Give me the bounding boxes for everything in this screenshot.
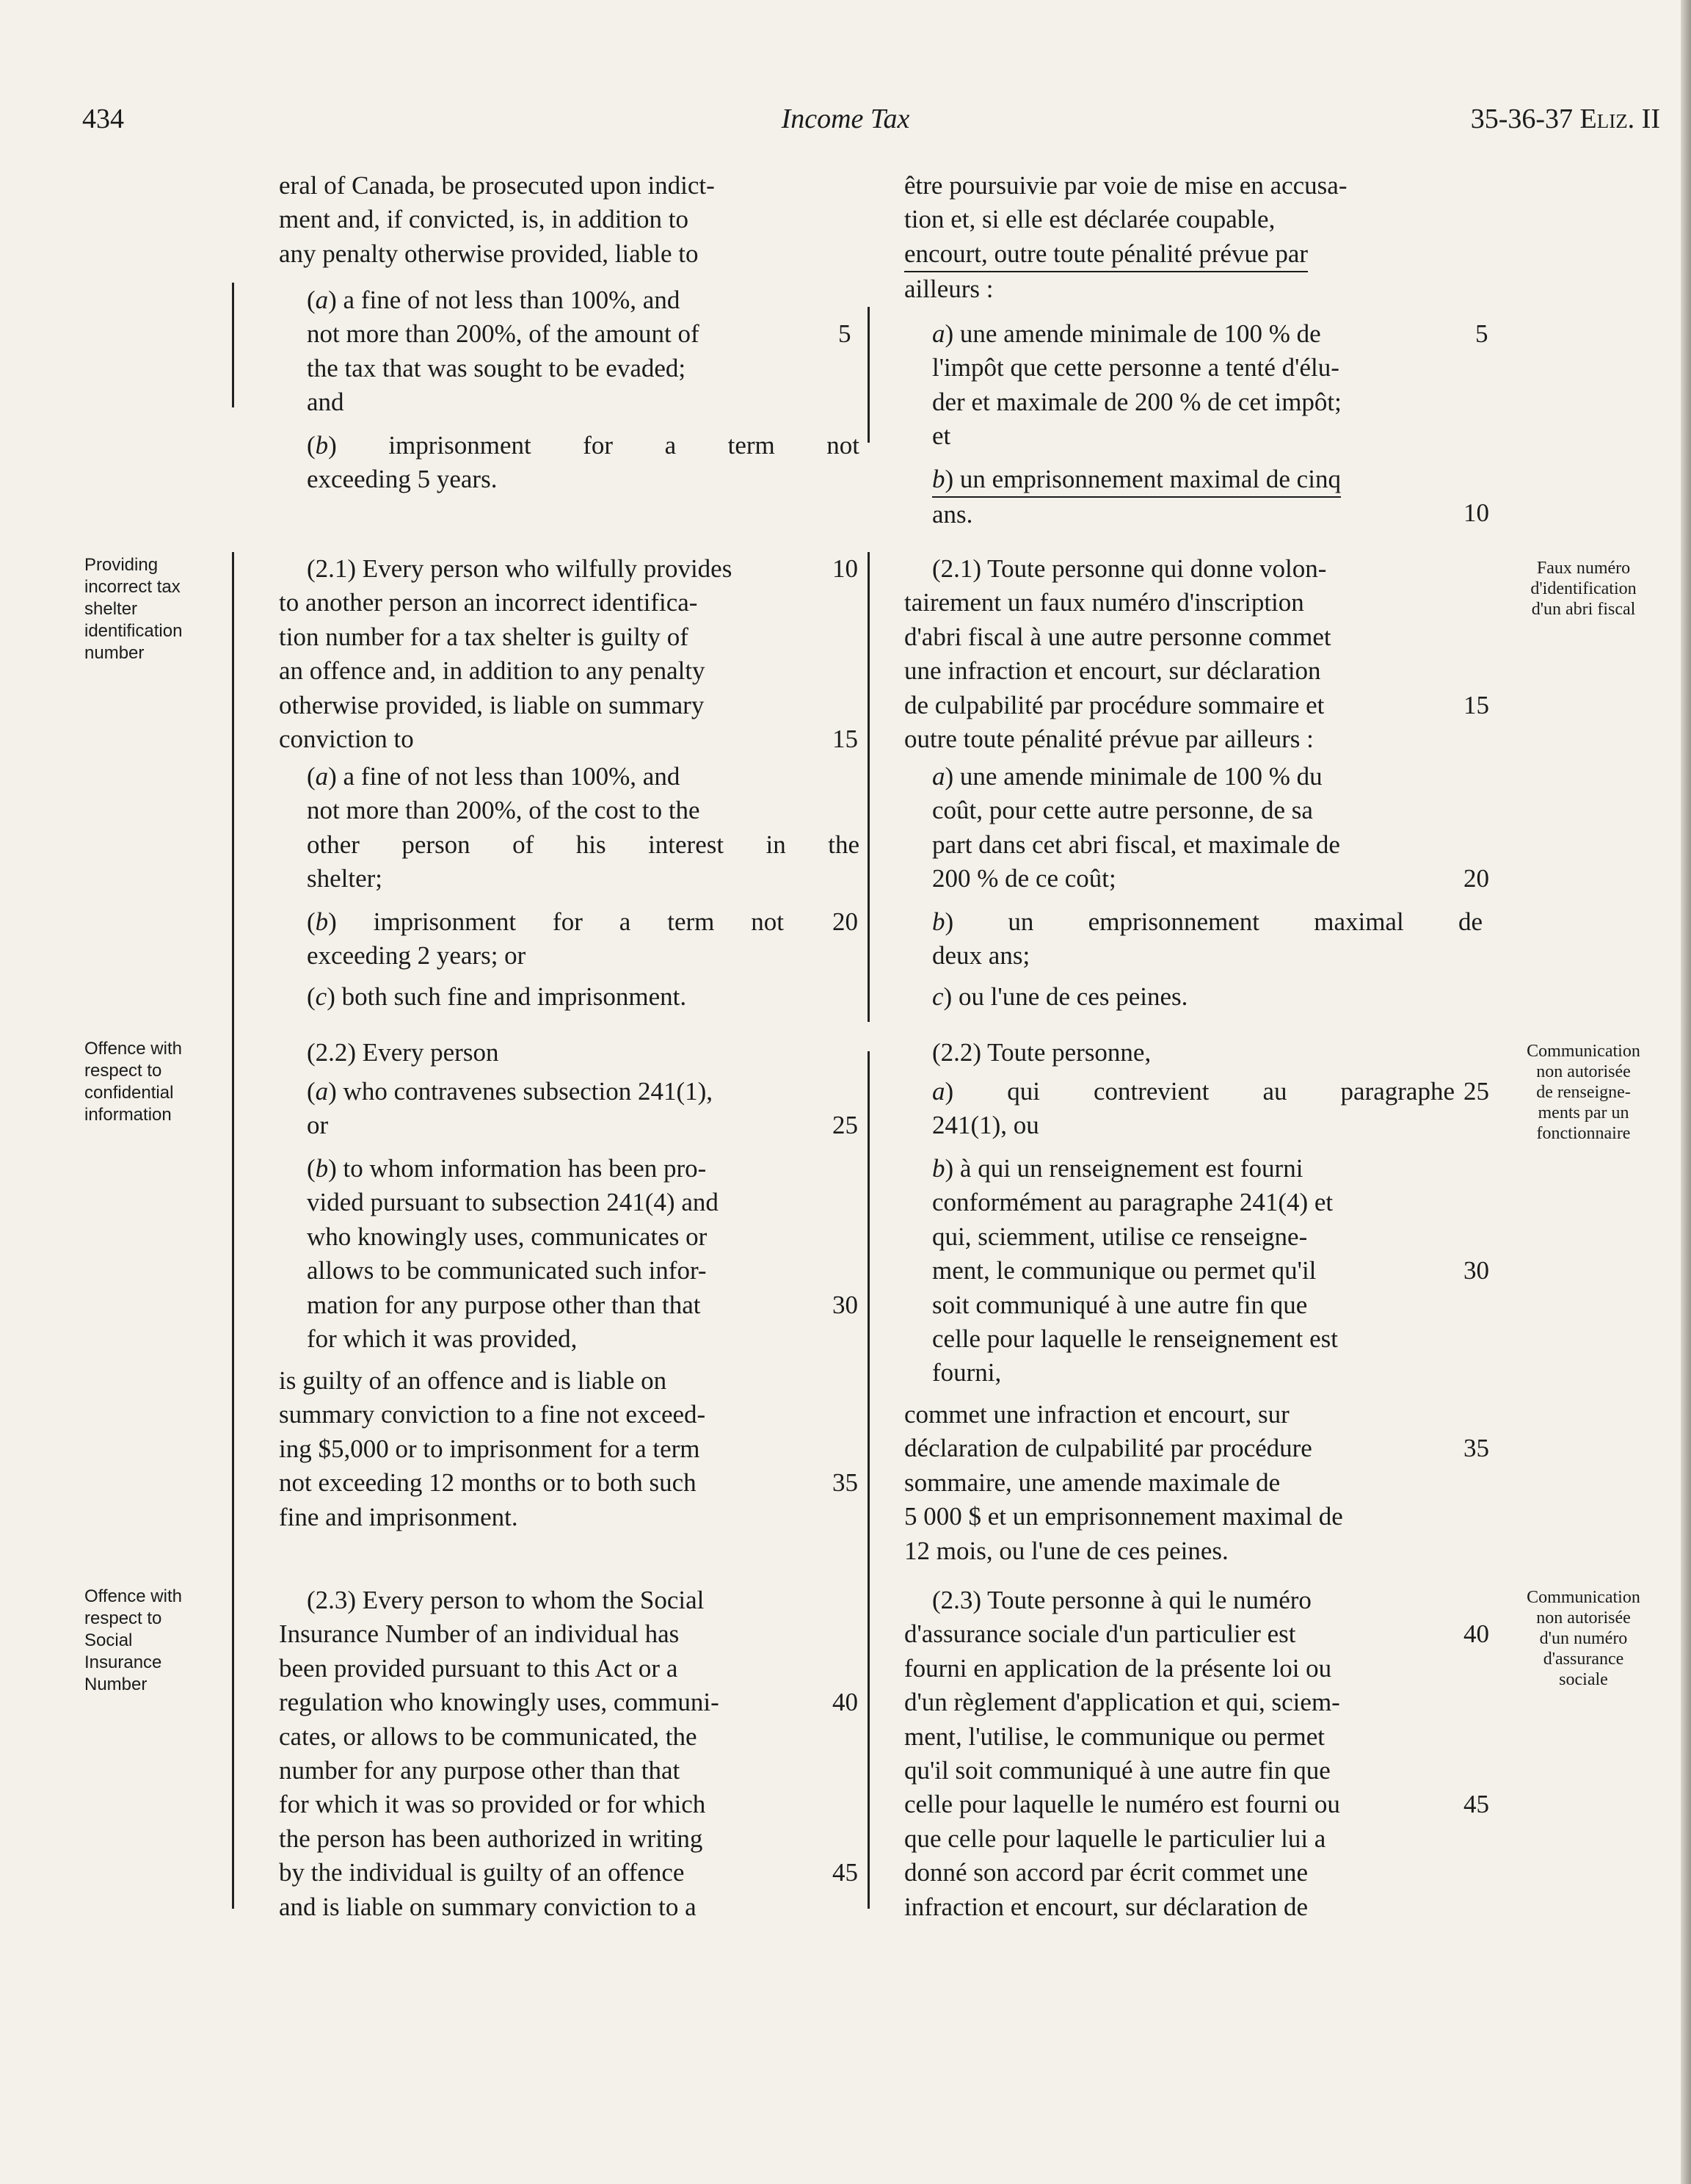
note-line: identification: [84, 621, 183, 641]
note-line: d'un numéro: [1539, 1629, 1628, 1648]
page-number: 434: [82, 104, 124, 134]
french-line: 12 mois, ou l'une de ces peines.: [904, 1536, 1229, 1565]
english-line: by the individual is guilty of an offence: [279, 1858, 685, 1887]
french-line: soit communiqué à une autre fin que: [932, 1290, 1308, 1319]
english-line: to another person an incorrect identifica-: [279, 588, 698, 617]
french-2-2-a: [904, 1075, 1483, 1143]
note-line: Communication: [1527, 1042, 1640, 1061]
english-line: fine and imprisonment.: [279, 1502, 518, 1531]
french-line: 5 000 $ et un emprisonnement maximal de: [904, 1502, 1343, 1531]
revision-bar-left-1: [232, 283, 234, 407]
french-line: tairement un faux numéro d'inscription: [904, 588, 1304, 617]
english-line: been provided pursuant to this Act or a: [279, 1653, 678, 1683]
note-line: shelter: [84, 599, 138, 619]
french-line: commet une infraction et encourt, sur: [904, 1400, 1290, 1429]
french-line: (2.2) Toute personne,: [932, 1038, 1152, 1067]
note-line: respect to: [84, 1061, 162, 1081]
english-line: an offence and, in addition to any penalty: [279, 656, 705, 686]
english-line: allows to be communicated such infor-: [307, 1256, 707, 1285]
revision-bar-english-2: [868, 552, 870, 1022]
english-line: number for any purpose other than that: [279, 1756, 680, 1785]
running-title: Income Tax: [781, 104, 910, 134]
french-line: fourni,: [932, 1358, 1002, 1387]
marginal-note-renseignements: [1497, 1041, 1670, 1144]
french-subsection-2-1: [904, 552, 1455, 756]
french-line: b) à qui un renseignement est fourni: [932, 1154, 1303, 1183]
note-line: information: [84, 1105, 172, 1125]
note-line: Providing: [84, 555, 159, 575]
french-line: fourni en application de la présente loi ou: [904, 1653, 1332, 1683]
french-2-2-b: [904, 1152, 1483, 1390]
french-line: c) ou l'une de ces peines.: [932, 982, 1188, 1011]
english-line: (a) a fine of not less than 100%, and: [307, 762, 680, 791]
french-line: deux ans;: [932, 941, 1030, 971]
note-line: fonctionnaire: [1536, 1124, 1631, 1143]
english-line: shelter;: [307, 864, 383, 893]
english-line: otherwise provided, is liable on summary: [279, 690, 705, 719]
line-number: 40: [832, 1688, 858, 1716]
marginal-note-tax-shelter: [84, 554, 231, 664]
english-line: cates, or allows to be communicated, the: [279, 1722, 697, 1751]
french-line: sommaire, une amende maximale de: [904, 1468, 1281, 1497]
english-line: tion number for a tax shelter is guilty of: [279, 622, 688, 651]
marginal-note-confidential-info: [84, 1038, 231, 1126]
english-line: ing $5,000 or to imprisonment for a term: [279, 1434, 700, 1463]
french-line: donné son accord par écrit commet une: [904, 1858, 1309, 1887]
line-number: 10: [1463, 498, 1489, 527]
line-number: 15: [832, 725, 858, 753]
english-line: (b) to whom information has been pro-: [307, 1154, 707, 1183]
english-line: exceeding 2 years; or: [307, 941, 526, 971]
line-number: 15: [1463, 691, 1489, 719]
english-line: (2.1) Every person who wilfully provides: [307, 554, 732, 583]
english-subsection-2-1: [279, 552, 832, 756]
english-2-1-c: [279, 980, 859, 1014]
marginal-note-sin: [84, 1586, 231, 1696]
english-para-b: [279, 429, 859, 497]
french-line: que celle pour laquelle le particulier lui a: [904, 1824, 1326, 1853]
revision-bar-english-3: [868, 1051, 870, 1909]
note-line: confidential: [84, 1083, 174, 1103]
english-line: vided pursuant to subsection 241(4) and: [307, 1188, 719, 1217]
english-para-a: [279, 283, 859, 420]
french-line: infraction et encourt, sur déclaration de: [904, 1892, 1309, 1921]
french-subsection-2-3: [904, 1583, 1455, 1924]
line-number: 45: [832, 1858, 858, 1887]
french-intro-line: tion et, si elle est déclarée coupable,: [904, 205, 1276, 234]
line-number: 20: [832, 907, 858, 936]
note-line: non autorisée: [1536, 1608, 1631, 1628]
english-line: the person has been authorized in writing: [279, 1824, 703, 1853]
line-number: 30: [1463, 1256, 1489, 1285]
note-line: incorrect tax: [84, 577, 181, 597]
french-intro-line: ailleurs :: [904, 275, 994, 304]
note-line: d'assurance: [1543, 1650, 1624, 1669]
english-line: regulation who knowingly uses, communi-: [279, 1688, 719, 1717]
french-line: déclaration de culpabilité par procédure: [904, 1434, 1312, 1463]
english-2-2-b: [279, 1152, 859, 1356]
french-2-2-tail: [904, 1398, 1455, 1568]
french-para-a: [904, 317, 1483, 454]
french-line: b) un emprisonnement maximal de: [932, 907, 1483, 936]
french-line: ans.: [932, 500, 973, 529]
english-line: not exceeding 12 months or to both such: [279, 1468, 697, 1498]
french-line: celle pour laquelle le renseignement est: [932, 1324, 1338, 1354]
note-line: sociale: [1559, 1670, 1608, 1689]
note-line: Offence with: [84, 1586, 182, 1606]
english-line: (c) both such fine and imprisonment.: [307, 982, 687, 1011]
french-line: une infraction et encourt, sur déclaration: [904, 656, 1321, 686]
english-line: for which it was so provided or for which: [279, 1790, 706, 1819]
note-line: Number: [84, 1675, 148, 1694]
french-line: celle pour laquelle le numéro est fourni ou: [904, 1790, 1340, 1819]
line-number: 25: [1463, 1077, 1489, 1106]
english-intro-line: eral of Canada, be prosecuted upon indict-: [279, 171, 715, 200]
note-line: Insurance: [84, 1652, 162, 1672]
french-intro-line: être poursuivie par voie de mise en accusa-: [904, 171, 1348, 200]
french-line: part dans cet abri fiscal, et maximale de: [932, 830, 1340, 859]
english-line: Insurance Number of an individual has: [279, 1619, 680, 1649]
page-edge: [1681, 0, 1691, 2184]
french-line: outre toute pénalité prévue par ailleurs :: [904, 725, 1314, 754]
french-line: de culpabilité par procédure sommaire et: [904, 690, 1325, 719]
french-line: d'assurance sociale d'un particulier est: [904, 1619, 1296, 1649]
french-line: a) une amende minimale de 100 % du: [932, 762, 1323, 791]
line-number: 5: [838, 319, 851, 348]
french-line: qui, sciemment, utilise ce renseigne-: [932, 1222, 1308, 1251]
english-line: summary conviction to a fine not exceed-: [279, 1400, 706, 1429]
english-line: or: [307, 1111, 329, 1140]
english-intro-line: any penalty otherwise provided, liable to: [279, 239, 699, 268]
french-line: (2.1) Toute personne qui donne volon-: [932, 554, 1327, 583]
english-intro-line: ment and, if convicted, is, in addition to: [279, 205, 688, 234]
note-line: number: [84, 643, 145, 663]
french-line: a) une amende minimale de 100 % de: [932, 319, 1321, 348]
english-line: mation for any purpose other than that: [307, 1290, 701, 1319]
line-number: 25: [832, 1111, 858, 1139]
english-line: who knowingly uses, communicates or: [307, 1222, 708, 1251]
french-2-1-c: [904, 980, 1483, 1014]
french-line: a) qui contrevient au paragraphe: [932, 1077, 1455, 1106]
french-subsection-2-2: [904, 1036, 1455, 1070]
english-line: the tax that was sought to be evaded;: [307, 353, 686, 382]
english-line: (2.3) Every person to whom the Social: [307, 1586, 705, 1614]
french-line: ment, le communique ou permet qu'il: [932, 1256, 1317, 1285]
english-2-1-b: [279, 905, 859, 973]
english-2-2-a: [279, 1075, 859, 1143]
line-number: 45: [1463, 1790, 1489, 1818]
english-line: (b) imprisonment for a term not: [307, 431, 859, 460]
amended-underline: b) un emprisonnement maximal de cinq: [932, 462, 1341, 498]
french-line: l'impôt que cette personne a tenté d'élu-: [932, 353, 1339, 382]
english-line: not more than 200%, of the cost to the: [307, 796, 700, 825]
line-number: 30: [832, 1291, 858, 1319]
marginal-note-abri-fiscal: [1497, 558, 1670, 620]
english-line: and is liable on summary conviction to a: [279, 1892, 697, 1921]
french-line: qu'il soit communiqué à une autre fin que: [904, 1756, 1331, 1785]
english-column: [279, 169, 832, 271]
marginal-note-assurance-sociale: [1497, 1587, 1670, 1690]
line-number: 10: [832, 554, 858, 583]
note-line: Faux numéro: [1536, 559, 1631, 578]
note-line: de renseigne-: [1536, 1083, 1631, 1102]
french-line: der et maximale de 200 % de cet impôt;: [932, 387, 1342, 416]
french-2-1-b: [904, 905, 1483, 973]
revision-bar-english-1: [868, 307, 870, 443]
french-line: [932, 462, 1483, 498]
note-line: d'identification: [1530, 579, 1637, 598]
line-number: 35: [1463, 1434, 1489, 1462]
english-line: (b) imprisonment for a term not: [307, 907, 784, 936]
english-line: (a) a fine of not less than 100%, and: [307, 286, 680, 314]
english-line: for which it was provided,: [307, 1324, 578, 1354]
english-line: is guilty of an offence and is liable on: [279, 1366, 667, 1395]
line-number: 35: [832, 1468, 858, 1497]
english-line: other person of his interest in the: [307, 830, 859, 859]
french-line: conformément au paragraphe 241(4) et: [932, 1188, 1334, 1217]
english-line: and: [307, 388, 344, 417]
french-line: (2.3) Toute personne à qui le numéro: [932, 1586, 1312, 1614]
french-line: coût, pour cette autre personne, de sa: [932, 796, 1313, 825]
english-line: (a) who contravenes subsection 241(1),: [307, 1077, 713, 1106]
french-line: d'abri fiscal à une autre personne commet: [904, 622, 1331, 651]
french-line: 241(1), ou: [932, 1111, 1039, 1140]
french-column: [904, 169, 1455, 307]
english-line: exceeding 5 years.: [307, 465, 498, 494]
revision-bar-left-2: [232, 552, 234, 1909]
note-line: d'un abri fiscal: [1531, 600, 1636, 619]
french-intro-line: [904, 237, 1455, 272]
english-line: (2.2) Every person: [307, 1038, 499, 1067]
english-subsection-2-3: [279, 1583, 832, 1924]
note-line: respect to: [84, 1608, 162, 1628]
note-line: ments par un: [1538, 1103, 1629, 1122]
french-line: et: [932, 421, 951, 451]
line-number: 20: [1463, 864, 1489, 893]
french-para-b: [904, 462, 1483, 532]
english-2-1-a: [279, 760, 859, 896]
amended-underline: encourt, outre toute pénalité prévue par: [904, 237, 1308, 272]
english-subsection-2-2: [279, 1036, 832, 1070]
line-number: 5: [1475, 319, 1488, 348]
french-line: 200 % de ce coût;: [932, 864, 1116, 893]
statute-reference: 35-36-37 Eliz. II: [1470, 104, 1660, 134]
note-line: Offence with: [84, 1039, 182, 1059]
english-line: conviction to: [279, 725, 414, 754]
french-line: ment, l'utilise, le communique ou permet: [904, 1722, 1325, 1751]
french-2-1-a: [904, 760, 1483, 896]
french-line: d'un règlement d'application et qui, sciem-: [904, 1688, 1340, 1717]
line-number: 40: [1463, 1619, 1489, 1648]
note-line: Communication: [1527, 1588, 1640, 1607]
english-2-2-tail: [279, 1364, 832, 1534]
note-line: non autorisée: [1536, 1062, 1631, 1081]
note-line: Social: [84, 1630, 133, 1650]
english-line: not more than 200%, of the amount of: [307, 319, 699, 349]
